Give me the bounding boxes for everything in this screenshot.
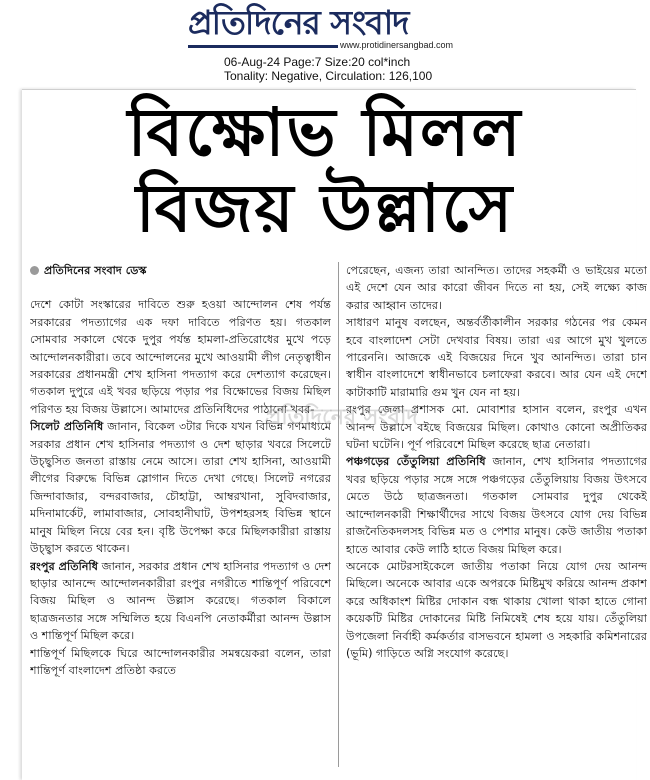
paragraph: রংপুর প্রতিনিধি জানান, সরকার প্রধান শেখ হাসিনার পদত্যাগ ও দেশ ছাড়ার আনন্দে আন্দোলনকারীরা রংপুর নগরীতে শান্তিপূর্ণ পরিবেশে বিজয় মিছিল ও আনন্দ উল্লাস করেছে। গতকাল বিকালে ছাত্রজনতার সঙ্গে সম্মিলিত হয়ে বিএনপি নেতাকর্মীরা আনন্দ উল্লাস ও শান্তিপূর্ণ মিছিল করে।: [30, 559, 331, 643]
newspaper-url: www.protidinersangbad.com: [340, 40, 454, 50]
watermark: প্রতিদিনের সংবাদ: [265, 405, 418, 430]
paragraph: অনেকে মোটরসাইকেলে জাতীয় পতাকা নিয়ে যোগ দেয় আনন্দ মিছিলে। অনেকে আবার একে অপরকে মিষ্টিমুখ করিয়ে আনন্দ প্রকাশ করে অধিকাংশ মিষ্টির দোকান বন্ধ থাকায় খোলা থাকা হাতে গোনা কয়েকটি মিষ্টির দোকানের মিষ্টি নিমিষেই শেষ হয়ে যায়। তেঁতুলিয়া উপজেলা নির্বাহী কর্মকর্তার বাসভবনে হামলা ও সহকারি কমিশনারের (ভূমি) গাড়িতে অগ্নি সংযোগ করেছে।: [346, 559, 647, 660]
paragraph: রংপুর জেলা প্রশাসক মো. মোবাশার হাসান বলেন, রংপুর এখন আনন্দ উল্লাসে বইছে বিজয়ের মিছিল। কোথাও কোনো অপ্রীতিকর ঘটনা ঘটেনি। পূর্ণ পরিবেশে মিছিল করেছে ছাত্র নেতারা।: [346, 403, 647, 452]
paragraph: শান্তিপূর্ণ মিছিলকে ঘিরে আন্দোলনকারীর সমন্বয়েকরা বলেন, তারা শান্তিপূর্ণ বাংলাদেশ প্রতিষ্ঠা করতে: [30, 646, 331, 677]
byline-text: প্রতিদিনের সংবাদ ডেস্ক: [44, 264, 147, 277]
logo-underline: [188, 45, 338, 48]
paragraph: সাধারণ মানুষ বলছেন, অন্তর্বর্তীকালীন সরকার গঠনের পর কেমন হবে বাংলাদেশ সেটা দেখবার বিষয়। তারা এর আগে মুখ খুলতে পারেননি। আজকে এই বিজয়ের দিনে খুব আনন্দিত। তারা চান স্বাধীন বাংলাদেশে স্বাধীনভাবে চলাফেরা করবে। আর যেন এই দেশে কাটাকাটি মারামারি গুম খুন যেন না হয়।: [346, 316, 647, 399]
headline-line-1: বিক্ষোভ মিলল: [127, 94, 523, 171]
article-column-right: [346, 262, 647, 772]
paragraph: সিলেট প্রতিনিধি জানান, বিকেল ৩টার দিকে যখন বিভিন্ন গণমাধ্যমে সরকার প্রধান শেখ হাসিনার পদত্যাগ ও দেশ ছাড়ার খবরে সিলেটে উচ্ছ্বসিত জনতা রাস্তায় নেমে আসে। তারা শেখ হাসিনা, আওয়ামী লীগের বিরুদ্ধে বিভিন্ন স্লোগান দিতে দেখা গেছে। সিলেট নগরের জিন্দাবাজার, বন্দরবাজার, চৌহাট্টা, আম্বরখানা, সুবিদবাজার, মদিনামার্কেট, লামাবাজার, সোবহানীঘাট, উপশহরসহ বিভিন্ন স্থানে মানুষ মিছিল নিয়ে বের হন। বৃষ্টি উপেক্ষা করে মিছিলকারীরা রাস্তায় উচ্ছ্বাস করতে থাকেন।: [30, 420, 331, 556]
masthead: [0, 0, 650, 60]
bullet-icon: [30, 266, 39, 275]
dateline: পঞ্চগড়ের তেঁতুলিয়া প্রতিনিধি: [346, 455, 486, 469]
byline: [30, 262, 331, 279]
paragraph: পঞ্চগড়ের তেঁতুলিয়া প্রতিনিধি জানান, শেখ হাসিনার পদত্যাগের খবর ছড়িয়ে পড়ার সঙ্গে সঙ্গে পঞ্চগড়ের তেঁতুলিয়ায় বিজয় উৎসবে মেতে উঠে ছাত্রজনতা। গতকাল সোমবার দুপুর থেকেই আন্দোলনকারী শিক্ষার্থীদের সাথে বিজয় উৎসবে যোগ দেয় বিভিন্ন রাজনৈতিকদলসহ বিভিন্ন মত ও পেশার মানুষ। কেউ জাতীয় পতাকা হাতে আবার কেউ লাঠি হাতে বিজয় মিছিল করে।: [346, 455, 647, 556]
newspaper-logo: প্রতিদিনের সংবাদ: [188, 3, 409, 42]
paragraph: পেরেছেন, এজন্য তারা আনন্দিত। তাদের সহকর্মী ও ভাইয়ের মতো এই দেশে যেন আর কারো জীবন দিতে না হয়, সেই লক্ষ্যে কাজ করার আহ্বান তাদের।: [346, 264, 647, 312]
dateline: সিলেট প্রতিনিধি: [30, 420, 104, 434]
column-divider: [338, 262, 339, 767]
paragraph: দেশে কোটা সংস্কারের দাবিতে শুরু হওয়া আন্দোলন শেষ পর্যন্ত সরকারের পদত্যাগের এক দফা দাবিতে পরিণত হয়। গতকাল সোমবার সকালে থেকে দুপুর পর্যন্ত হামলা-প্রতিরোধের মুখে পড়ে আন্দোলনকারীরা। তবে আন্দোলনের মুখে আওয়ামী লীগ নেতৃত্বাধীন সরকারের প্রধানমন্ত্রী শেখ হাসিনা পদত্যাগ করে দেশত্যাগ করেছেন। গতকাল দুপুরে এই খবর ছড়িয়ে পড়ার পর বিক্ষোভের বিজয় মিছিল পরিণত হয় বিজয় উল্লাসে। আমাদের প্রতিনিধিদের পাঠানো খবর-: [30, 298, 331, 416]
dateline: রংপুর প্রতিনিধি: [30, 559, 98, 573]
clip-meta-date-page: 06-Aug-24 Page:7 Size:20 col*inch: [224, 55, 411, 69]
headline-line-2: বিজয় উল্লাসে: [135, 170, 515, 247]
article-column-left: [30, 262, 331, 772]
clip-meta-tonality: Tonality: Negative, Circulation: 126,100: [224, 69, 433, 83]
